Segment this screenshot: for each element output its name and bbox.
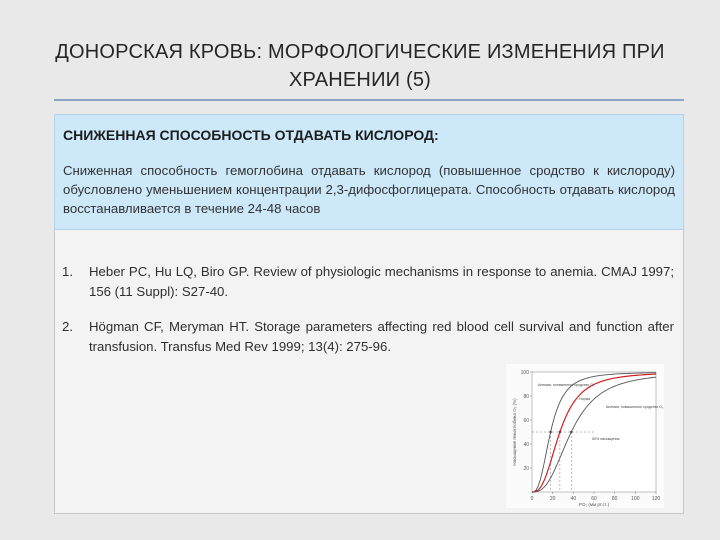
chart-annotation: Норма (579, 397, 591, 401)
reference-number: 2. (62, 319, 73, 334)
y-tick-label: 100 (520, 370, 529, 376)
chart-annotation: Анемия, повышенное сродство O₂ (606, 405, 664, 409)
y-tick-label: 60 (523, 418, 529, 424)
chart-annotation: Анемия, пониженное сродство O₂ (538, 383, 595, 387)
oxygen-dissociation-chart (506, 364, 664, 508)
highlight-box (54, 114, 684, 230)
box-heading: СНИЖЕННАЯ СПОСОБНОСТЬ ОТДАВАТЬ КИСЛОРОД: (63, 127, 439, 143)
x-tick-label: 100 (631, 496, 640, 502)
x-tick-label: 40 (570, 496, 577, 502)
box-text: Сниженная способность гемоглобина отдавать кислород (повышенное сродство к кислороду) обусловлено уменьшением концентрации 2,3-дифосфоглицерата. Способность отдавать кислород восстанавливается в течение 24-48 часов (63, 163, 675, 216)
x-tick-label: 0 (530, 496, 534, 502)
x-tick-label: 20 (549, 496, 556, 502)
reference-text: Högman CF, Meryman HT. Storage parameters affecting red blood cell survival and function after transfusion. Transfus Med Rev 1999; 13(4): 275-96. (89, 319, 674, 354)
y-axis-label: Насыщение гемоглобина O₂ (%) (512, 398, 517, 466)
y-tick-label: 40 (523, 442, 529, 448)
y-tick-label: 20 (523, 466, 529, 472)
references-list (62, 262, 674, 372)
dissociation-curve-figure (506, 364, 664, 508)
reference-item (62, 317, 674, 357)
reference-text: Heber PC, Hu LQ, Biro GP. Review of physiologic mechanisms in response to anemia. CMAJ 1997; 156 (11 Suppl): S27-40. (89, 264, 674, 299)
reference-number: 1. (62, 264, 73, 279)
title-divider (54, 99, 684, 101)
slide-title: ДОНОРСКАЯ КРОВЬ: МОРФОЛОГИЧЕСКИЕ ИЗМЕНЕНИЯ ПРИ ХРАНЕНИИ (5) (55, 41, 665, 91)
x-tick-label: 60 (591, 496, 597, 502)
chart-annotation: 50% насыщения (592, 437, 620, 441)
x-axis-label: PO₂ (мм рт.ст.) (578, 502, 610, 507)
y-tick-label: 80 (523, 394, 529, 400)
reference-item (62, 262, 674, 302)
x-tick-label: 80 (611, 496, 618, 502)
x-tick-label: 120 (651, 496, 661, 502)
